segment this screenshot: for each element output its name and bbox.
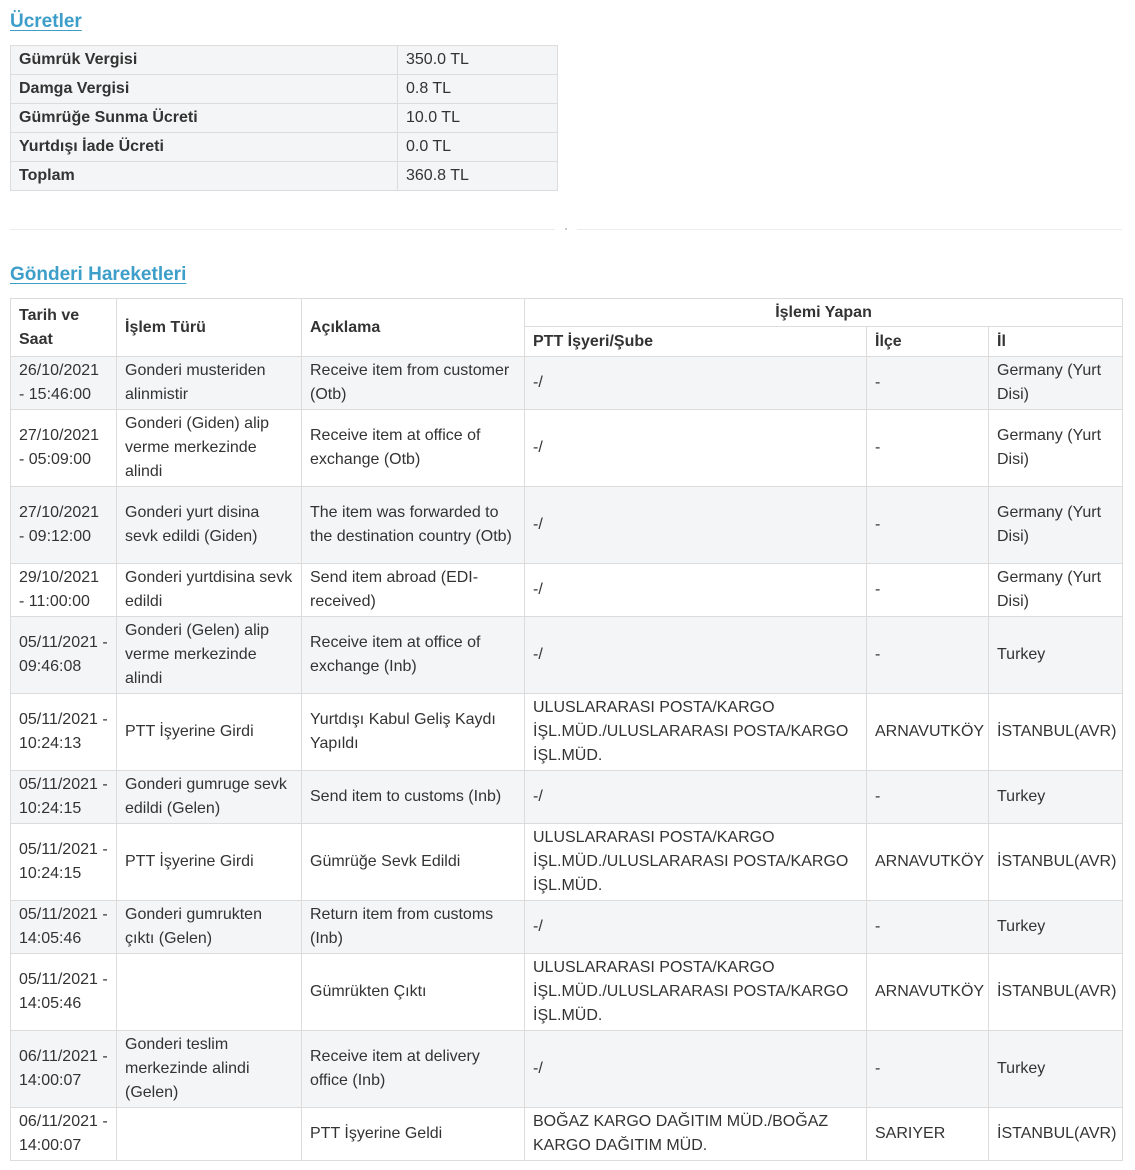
cell-office: BOĞAZ KARGO DAĞITIM MÜD./BOĞAZ KARGO DAĞITIM MÜD. [525,1108,867,1161]
section-divider [577,229,1122,230]
cell-description: Gümrükten Çıktı [302,954,525,1031]
cell-office: -/ [525,410,867,487]
fee-label: Damga Vergisi [11,75,398,104]
col-header-description: Açıklama [302,299,525,357]
cell-description: Receive item from customer (Otb) [302,357,525,410]
cell-date: 05/11/2021 - 10:24:15 [11,771,117,824]
cell-province: Turkey [989,771,1123,824]
cell-province: İSTANBUL(AVR) [989,1108,1123,1161]
fee-value: 350.0 TL [398,46,558,75]
fees-table [10,45,558,191]
fee-value: 10.0 TL [398,104,558,133]
cell-type: Gonderi yurt disina sevk edildi (Giden) [117,487,302,564]
fee-row [11,75,558,104]
fee-label: Toplam [11,162,398,191]
cell-province: İSTANBUL(AVR) [989,694,1123,771]
cell-date: 05/11/2021 - 14:05:46 [11,901,117,954]
table-row [11,694,1123,771]
cell-office: -/ [525,617,867,694]
cell-office: -/ [525,901,867,954]
table-row [11,824,1123,901]
col-header-date: Tarih ve Saat [11,299,117,357]
cell-date: 05/11/2021 - 09:46:08 [11,617,117,694]
cell-district: SARIYER [867,1108,989,1161]
cell-date: 27/10/2021 - 05:09:00 [11,410,117,487]
cell-type: Gonderi teslim merkezinde alindi (Gelen) [117,1031,302,1108]
table-row [11,954,1123,1031]
cell-province: Germany (Yurt Disi) [989,357,1123,410]
section-divider [10,229,555,230]
fees-heading[interactable]: Ücretler [10,11,82,32]
cell-type [117,954,302,1031]
cell-province: İSTANBUL(AVR) [989,824,1123,901]
cell-date: 06/11/2021 - 14:00:07 [11,1031,117,1108]
table-row [11,487,1123,564]
col-header-type: İşlem Türü [117,299,302,357]
cell-date: 29/10/2021 - 11:00:00 [11,564,117,617]
cell-district: - [867,487,989,564]
cell-province: Turkey [989,901,1123,954]
fee-value: 360.8 TL [398,162,558,191]
fee-label: Gümrük Vergisi [11,46,398,75]
cell-office: -/ [525,357,867,410]
col-header-province: İl [989,327,1123,357]
fee-value: 0.8 TL [398,75,558,104]
fee-row-total [11,162,558,191]
cell-province: Germany (Yurt Disi) [989,564,1123,617]
divider-dot [565,228,567,230]
table-row [11,410,1123,487]
cell-date: 26/10/2021 - 15:46:00 [11,357,117,410]
col-header-office: PTT İşyeri/Şube [525,327,867,357]
cell-district: - [867,357,989,410]
cell-province: Germany (Yurt Disi) [989,410,1123,487]
fee-label: Yurtdışı İade Ücreti [11,133,398,162]
cell-description: Send item abroad (EDI-received) [302,564,525,617]
cell-district: ARNAVUTKÖY [867,824,989,901]
table-row [11,564,1123,617]
cell-type: Gonderi gumrukten çıktı (Gelen) [117,901,302,954]
cell-district: - [867,901,989,954]
cell-office: ULUSLARARASI POSTA/KARGO İŞL.MÜD./ULUSLARARASI POSTA/KARGO İŞL.MÜD. [525,824,867,901]
cell-type: Gonderi gumruge sevk edildi (Gelen) [117,771,302,824]
cell-description: Gümrüğe Sevk Edildi [302,824,525,901]
cell-district: - [867,1031,989,1108]
cell-district: ARNAVUTKÖY [867,694,989,771]
fee-row [11,46,558,75]
cell-office: -/ [525,564,867,617]
cell-office: -/ [525,1031,867,1108]
fee-label: Gümrüğe Sunma Ücreti [11,104,398,133]
table-row [11,1031,1123,1108]
cell-description: Yurtdışı Kabul Geliş Kaydı Yapıldı [302,694,525,771]
cell-date: 05/11/2021 - 10:24:13 [11,694,117,771]
cell-district: - [867,410,989,487]
cell-date: 27/10/2021 - 09:12:00 [11,487,117,564]
cell-district: ARNAVUTKÖY [867,954,989,1031]
col-header-district: İlçe [867,327,989,357]
cell-type [117,1108,302,1161]
movements-heading[interactable]: Gönderi Hareketleri [10,264,187,285]
table-row [11,901,1123,954]
cell-date: 05/11/2021 - 14:05:46 [11,954,117,1031]
cell-province: İSTANBUL(AVR) [989,954,1123,1031]
table-row [11,1108,1123,1161]
cell-province: Turkey [989,1031,1123,1108]
cell-description: Return item from customs (Inb) [302,901,525,954]
cell-type: PTT İşyerine Girdi [117,824,302,901]
cell-type: Gonderi yurtdisina sevk edildi [117,564,302,617]
cell-description: Receive item at office of exchange (Otb) [302,410,525,487]
cell-description: PTT İşyerine Geldi [302,1108,525,1161]
table-row [11,357,1123,410]
cell-description: Send item to customs (Inb) [302,771,525,824]
fee-row [11,104,558,133]
cell-type: Gonderi musteriden alinmistir [117,357,302,410]
movements-body [11,357,1123,1161]
cell-district: - [867,617,989,694]
fee-row [11,133,558,162]
cell-type: Gonderi (Giden) alip verme merkezinde alindi [117,410,302,487]
cell-description: The item was forwarded to the destination country (Otb) [302,487,525,564]
cell-office: ULUSLARARASI POSTA/KARGO İŞL.MÜD./ULUSLARARASI POSTA/KARGO İŞL.MÜD. [525,694,867,771]
col-header-actor: İşlemi Yapan [525,299,1123,327]
cell-office: ULUSLARARASI POSTA/KARGO İŞL.MÜD./ULUSLARARASI POSTA/KARGO İŞL.MÜD. [525,954,867,1031]
cell-office: -/ [525,487,867,564]
cell-district: - [867,771,989,824]
header-row [11,299,1123,327]
cell-type: Gonderi (Gelen) alip verme merkezinde alindi [117,617,302,694]
cell-province: Turkey [989,617,1123,694]
cell-date: 06/11/2021 - 14:00:07 [11,1108,117,1161]
cell-date: 05/11/2021 - 10:24:15 [11,824,117,901]
fee-value: 0.0 TL [398,133,558,162]
table-row [11,617,1123,694]
table-row [11,771,1123,824]
movements-table [10,298,1123,1161]
cell-type: PTT İşyerine Girdi [117,694,302,771]
cell-office: -/ [525,771,867,824]
cell-district: - [867,564,989,617]
cell-description: Receive item at delivery office (Inb) [302,1031,525,1108]
cell-description: Receive item at office of exchange (Inb) [302,617,525,694]
cell-province: Germany (Yurt Disi) [989,487,1123,564]
